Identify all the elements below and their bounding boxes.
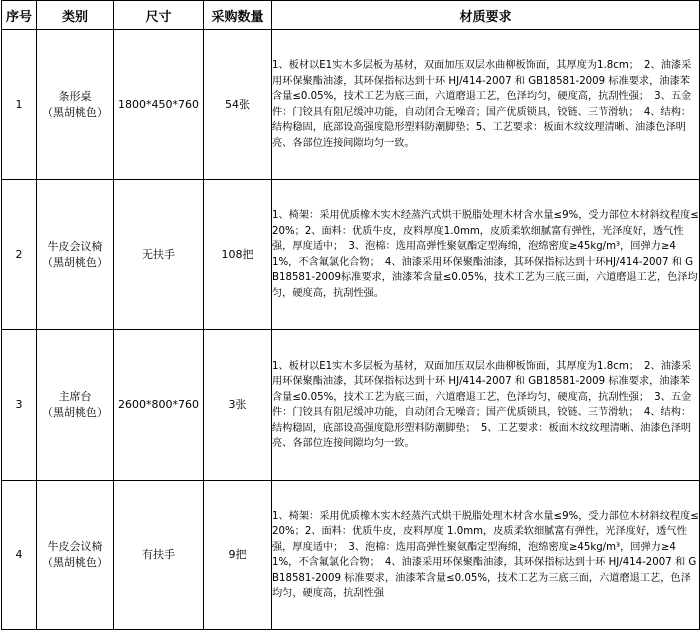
header-no: 序号 (2, 1, 37, 30)
item-requirements: 1、椅架：采用优质橡木实木经蒸汽式烘干脱脂处理木材含水量≤9%，受力部位木材斜纹程度≤20%；2、面料：优质牛皮，皮料厚度1.0mm，皮质柔软细腻富有弹性，光泽度好，透气性强，厚度适中； 3、泡棉：选用高弹性聚氨酯定型海绵，泡绵密度≥45kg/m³，回弹力≥41%，不含氟氯化合物； 4、油漆采用环保聚酯油漆，其环保指标达到十环HJ/414-2007 和 GB18581-2009标准要求，油漆苯含量≤0.05%，技术工艺为三底三面，六道磨退工艺，色泽均匀，硬度高，抗刮性强。 (272, 180, 700, 330)
header-qty: 采购数量 (204, 1, 272, 30)
row-number: 1 (2, 30, 37, 180)
item-size: 1800*450*760 (114, 30, 204, 180)
item-requirements: 1、板材以E1实木多层板为基材，双面加压双层水曲柳板饰面，其厚度为1.8cm； 2、油漆采用环保聚酯油漆，其环保指标达到十环 HJ/414-2007 和 GB18581-2009 标准要求，油漆苯含量≤0.05%，技术工艺为底三面，六道磨退工艺，色泽均匀，硬度高，抗刮性强； 3、五金件：门铰具有阻尼缓冲功能，自动闭合无噪音；国产优质锁具，铰链、三节滑轨； 4、结构：结构稳固，底部设高强度隐形塑料防潮脚垫； 5、工艺要求：板面木纹纹理清晰、油漆色泽明亮、各部位连接间隙均匀一致。 (272, 330, 700, 481)
table-row (2, 180, 700, 330)
item-requirements: 1、板材以E1实木多层板为基材，双面加压双层水曲柳板饰面，其厚度为1.8cm； 2、油漆采用环保聚酯油漆，其环保指标达到十环 HJ/414-2007 和 GB18581-2009 标准要求，油漆苯含量≤0.05%，技术工艺为底三面，六道磨退工艺，色泽均匀，硬度高，抗刮性强； 3、五金件：门铰具有阻尼缓冲功能，自动闭合无噪音；国产优质锁具，铰链、三节滑轨； 4、结构：结构稳固，底部设高强度隐形塑料防潮脚垫；5、工艺要求：板面木纹纹理清晰、油漆色泽明亮、各部位连接间隙均匀一致。 (272, 30, 700, 180)
table-row (2, 330, 700, 481)
item-size: 有扶手 (114, 481, 204, 630)
item-name: 牛皮会议椅 (47, 540, 103, 553)
item-name: 主席台 (58, 390, 92, 403)
item-quantity: 108把 (204, 180, 272, 330)
item-category (37, 180, 114, 330)
item-size: 无扶手 (114, 180, 204, 330)
item-category (37, 481, 114, 630)
item-color: （黑胡桃色） (42, 105, 108, 119)
row-number: 2 (2, 180, 37, 330)
item-requirements: 1、椅架：采用优质橡木实木经蒸汽式烘干脱脂处理木材含水量≤9%，受力部位木材斜纹程度≤20%；2、面料：优质牛皮，皮料厚度 1.0mm，皮质柔软细腻富有弹性，光泽度好，透气性强，厚度适中； 3、泡棉：选用高弹性聚氨酯定型海绵，泡绵密度≥45kg/m³，回弹力≥41%，不含氟氯化合物； 4、油漆采用环保聚酯油漆，其环保指标达到十环 HJ/414-2007 和 GB18581-2009 标准要求，油漆苯含量≤0.05%，技术工艺为三底三面，六道磨退工艺，色泽均匀，硬度高，抗刮性强 (272, 481, 700, 630)
procurement-spec-table (1, 0, 700, 630)
item-quantity: 54张 (204, 30, 272, 180)
item-color: （黑胡桃色） (42, 255, 108, 269)
item-color: （黑胡桃色） (42, 556, 108, 569)
item-name: 牛皮会议椅 (47, 239, 103, 253)
header-row (2, 1, 700, 30)
table-row (2, 481, 700, 630)
item-color: （黑胡桃色） (42, 406, 108, 419)
header-category: 类别 (37, 1, 114, 30)
item-category (37, 330, 114, 481)
item-category (37, 30, 114, 180)
row-number: 3 (2, 330, 37, 481)
item-name: 条形桌 (58, 89, 92, 103)
row-number: 4 (2, 481, 37, 630)
item-quantity: 3张 (204, 330, 272, 481)
table-row (2, 30, 700, 180)
item-size: 2600*800*760 (114, 330, 204, 481)
item-quantity: 9把 (204, 481, 272, 630)
header-size: 尺寸 (114, 1, 204, 30)
header-requirements: 材质要求 (272, 1, 700, 30)
